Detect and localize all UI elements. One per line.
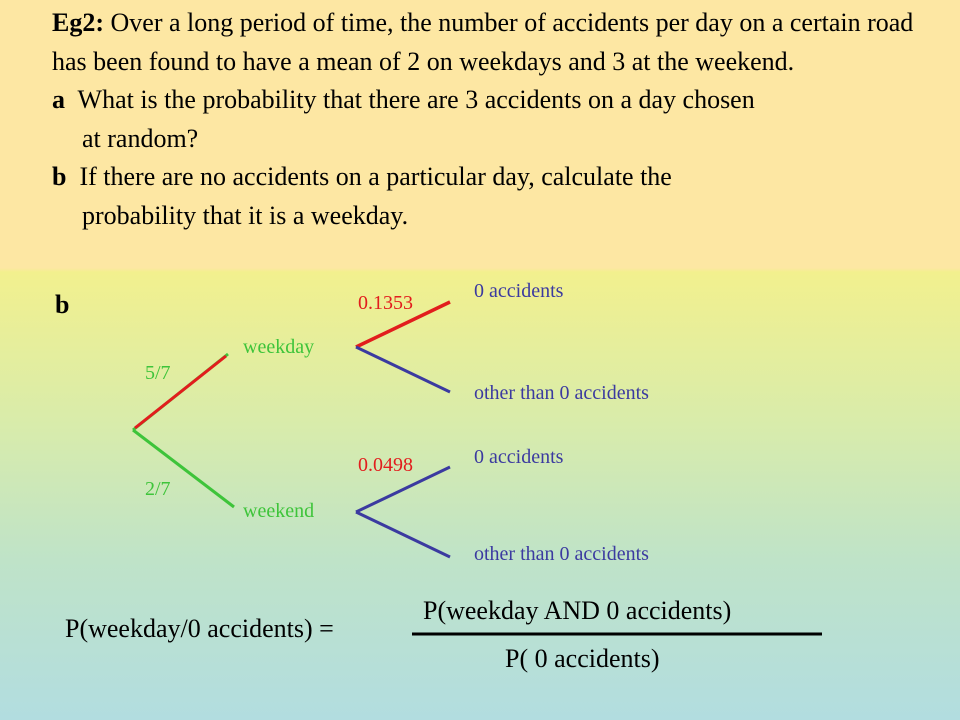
- prob-weekend-label: 2/7: [145, 478, 171, 500]
- part-b-label: b: [52, 162, 67, 191]
- part-b-line2: probability that it is a weekday.: [82, 200, 409, 230]
- part-a-line2: at random?: [82, 123, 199, 153]
- formula-lhs: P(weekday/0 accidents) =: [65, 614, 334, 643]
- question-intro-text: Over a long period of time, the number of accidents per day on a certain road has been found to have a mean of 2 on weekdays and 3 at the weekend.: [52, 8, 914, 76]
- branch-weekday-other: [356, 347, 450, 392]
- weekday-node-label: weekday: [243, 336, 315, 358]
- weekday-other-outcome: other than 0 accidents: [474, 382, 649, 404]
- branch-weekend-other: [356, 512, 450, 557]
- weekday-zero-outcome: 0 accidents: [474, 280, 564, 302]
- prob-weekday-label: 5/7: [145, 362, 171, 384]
- weekend-zero-outcome: 0 accidents: [474, 446, 564, 468]
- section-b-label: b: [55, 290, 70, 319]
- formula-numerator: P(weekday AND 0 accidents): [423, 596, 732, 625]
- example-label: Eg2:: [52, 8, 104, 37]
- weekend-node-label: weekend: [243, 500, 315, 522]
- part-a-label: a: [52, 85, 65, 114]
- formula-denominator: P( 0 accidents): [505, 644, 660, 673]
- part-a-line1: What is the probability that there are 3 accidents on a day chosen: [77, 85, 755, 114]
- weekday-zero-prob: 0.1353: [358, 292, 413, 314]
- weekend-other-outcome: other than 0 accidents: [474, 543, 649, 565]
- weekend-zero-prob: 0.0498: [358, 454, 413, 476]
- part-b-line1: If there are no accidents on a particular day, calculate the: [79, 162, 672, 191]
